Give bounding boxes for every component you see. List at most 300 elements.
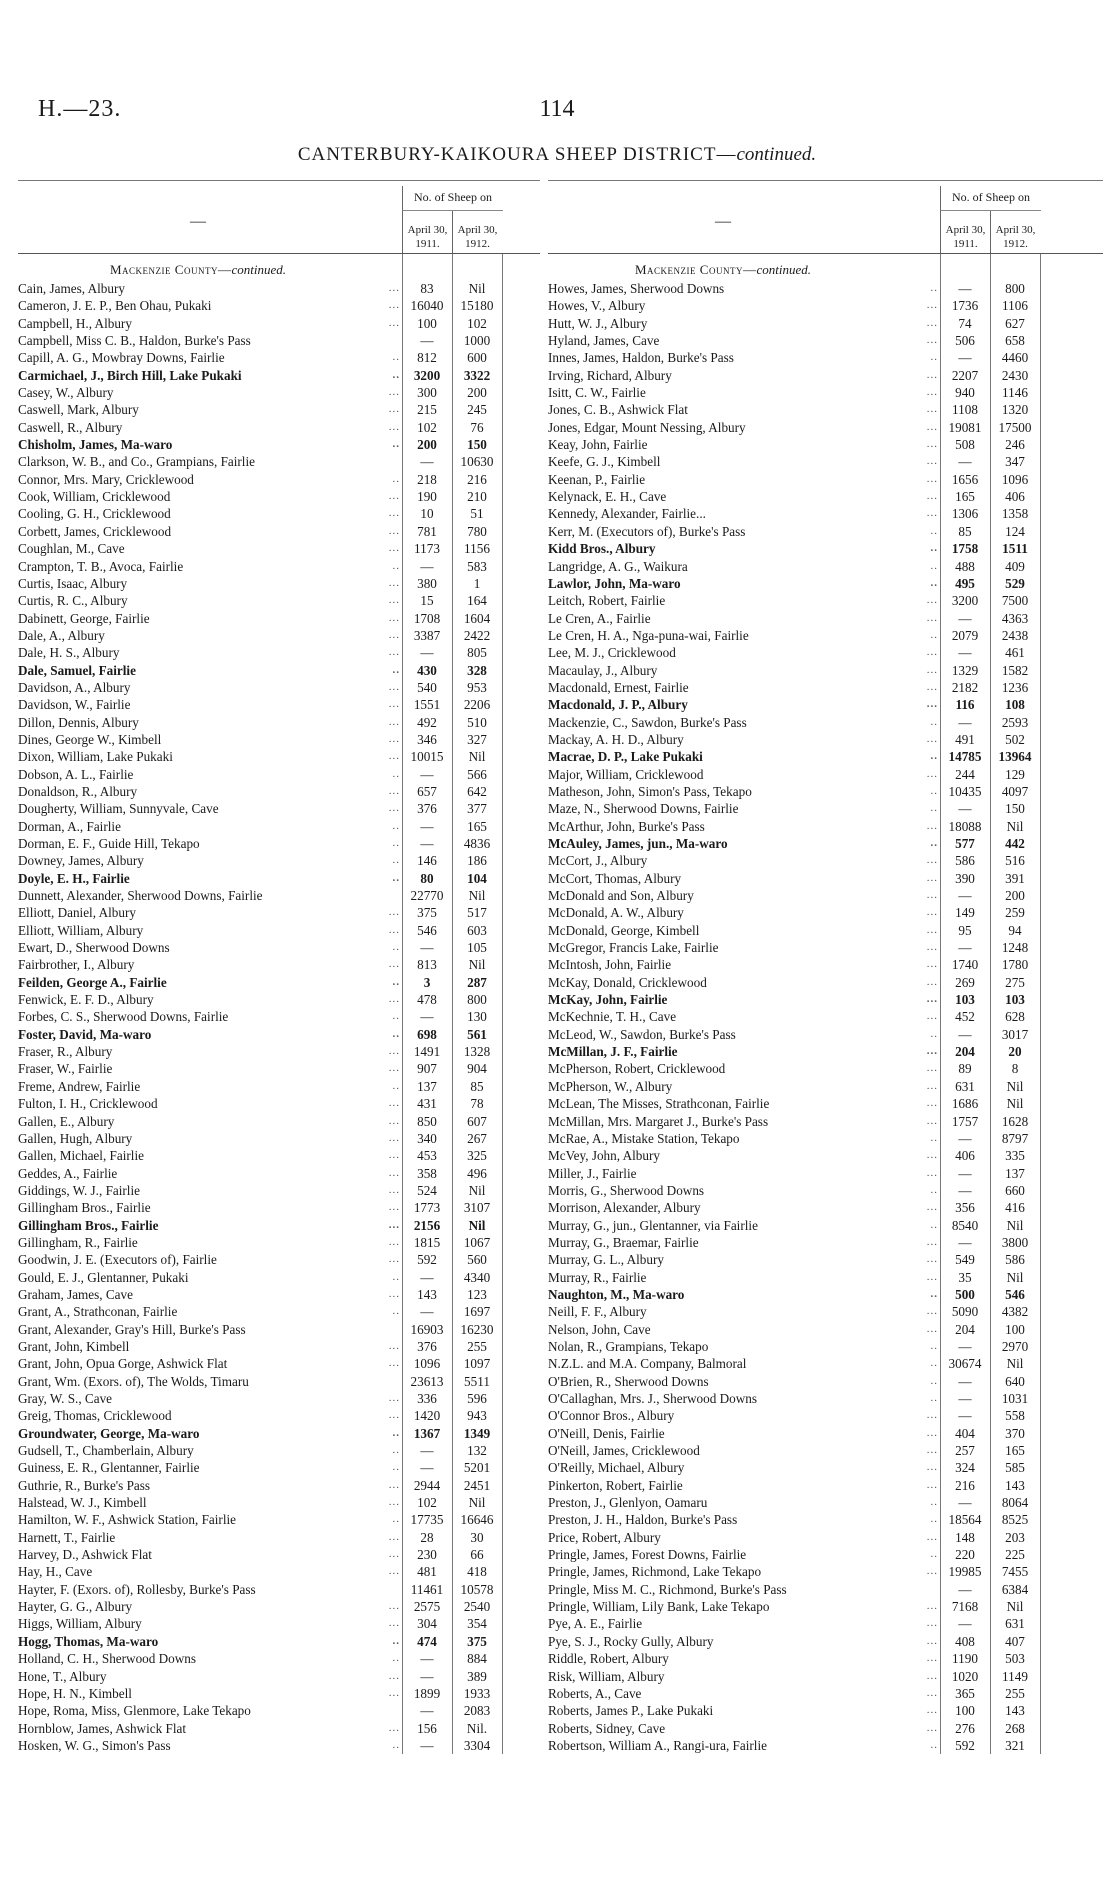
sheep-1912: 1248 [1001,940,1029,956]
owner-name: O'Brien, R., Sherwood Downs [548,1373,709,1389]
leader-dots: ... [926,299,938,312]
owner-name: McMillan, J. F., Fairlie [548,1044,678,1060]
table-row [548,1234,1103,1251]
table-row [18,1182,540,1199]
sheep-1911: 478 [417,992,437,1008]
owner-name: McKay, John, Fairlie [548,992,668,1008]
leader-dots: .. [930,750,938,763]
owner-name: Gillingham, R., Fairlie [18,1234,138,1250]
leader-dots: .. [930,628,938,641]
leader-dots: ... [926,1010,938,1023]
sheep-1912: 529 [1005,575,1025,591]
table-row [18,488,540,505]
sheep-1912: 267 [467,1130,487,1146]
leader-dots: ... [926,889,938,902]
owner-name: Macdonald, Ernest, Fairlie [548,679,689,695]
sheep-1911: 137 [417,1078,437,1094]
owner-name: Kennedy, Alexander, Fairlie... [548,506,706,522]
sheep-1912: 268 [1005,1720,1025,1736]
owner-name: Higgs, William, Albury [18,1616,142,1632]
leader-dots: .. [930,351,938,364]
table-row [548,1529,1103,1546]
table-row [548,1407,1103,1424]
leader-dots: .. [392,1444,400,1457]
sheep-1911: 577 [955,836,975,851]
sheep-1912: 5511 [464,1373,490,1389]
leader-dots [378,887,402,904]
table-row [18,1303,540,1320]
owner-name: Coughlan, M., Cave [18,541,125,557]
leader-dots: .. [392,767,400,780]
owner-name: Caswell, Mark, Albury [18,402,139,418]
sheep-1912: 943 [467,1408,487,1424]
leader-dots: .. [392,854,400,867]
table-row [548,748,1103,765]
leader-dots: ... [388,1183,400,1196]
leader-dots: .. [930,1374,938,1387]
owner-name: Dougherty, William, Sunnyvale, Cave [18,801,219,817]
sheep-1912: 1067 [463,1234,491,1250]
owner-name: Hope, H. N., Kimbell [18,1685,132,1701]
table-row [548,1581,1103,1598]
sheep-1912: 1149 [1002,1668,1028,1684]
sheep-1911: — [958,1130,972,1146]
sheep-1911: 1757 [951,1113,979,1129]
table-row [548,592,1103,609]
table-row [18,575,540,592]
sheep-1911: 430 [417,662,437,678]
leader-dots: .. [392,1270,400,1283]
table-row [548,679,1103,696]
table-row [18,783,540,800]
table-row [18,1633,540,1650]
owner-name: N.Z.L. and M.A. Company, Balmoral [548,1356,747,1372]
sheep-1911: 269 [955,974,975,990]
sheep-1912: 2206 [463,697,491,713]
leader-dots: ... [388,698,400,711]
sheep-1911: 1740 [951,957,979,973]
table-row [18,1026,540,1043]
owner-name: Pringle, James, Richmond, Lake Tekapo [548,1564,762,1580]
owner-name: Pringle, Miss M. C., Richmond, Burke's Pass [548,1581,787,1597]
sheep-1912: 8 [1011,1061,1019,1077]
header-1911-line2: 1911. [953,238,978,250]
leader-dots: ... [926,1617,938,1630]
header-dash: — [715,213,731,230]
table-row [548,1355,1103,1372]
table-row [18,696,540,713]
sheep-1912: 16230 [460,1321,494,1337]
table-row [548,1078,1103,1095]
sheep-1912: 108 [1005,697,1025,713]
sheep-1911: 257 [955,1443,975,1459]
table-row [548,540,1103,557]
sheep-1912: Nil [468,1217,486,1233]
sheep-1912: 259 [1005,905,1025,921]
sheep-1911: — [958,1234,972,1250]
owner-name: Preston, J. H., Haldon, Burke's Pass [548,1512,738,1528]
sheep-1911: 30674 [948,1356,982,1372]
leader-dots: ... [388,1201,400,1214]
sheep-1911: 18564 [948,1512,982,1528]
header-april-1912 [990,211,1040,253]
leader-dots: .. [930,524,938,537]
owner-name: Robertson, William A., Rangi-ura, Fairlie [548,1737,767,1753]
sheep-1911: 1190 [952,1651,978,1667]
table-row [548,1737,1103,1754]
table-row [18,1199,540,1216]
table-row [548,1563,1103,1580]
leader-dots: ... [388,1496,400,1509]
leader-dots: ... [926,1426,938,1439]
leader-dots: ... [388,958,400,971]
sheep-1911: 89 [958,1061,972,1077]
leader-dots: ... [388,1357,400,1370]
sheep-1911: 102 [417,1495,437,1511]
sheep-1912: 275 [1005,974,1025,990]
owner-name: Geddes, A., Fairlie [18,1165,118,1181]
sheep-1911: 586 [955,853,975,869]
table-row [548,1165,1103,1182]
header-dash: — [190,213,206,230]
leader-dots: .. [930,559,938,572]
sheep-1911: 7168 [951,1599,979,1615]
sheep-1912: 3017 [1001,1026,1029,1042]
leader-dots: ... [388,1218,400,1231]
leader-dots: .. [930,1218,938,1231]
sheep-1911: 2156 [413,1217,441,1233]
owner-name: McAuley, James, jun., Ma-waro [548,836,728,851]
sheep-1912: 210 [467,489,487,505]
page-number: 114 [539,96,575,122]
leader-dots: ... [388,1149,400,1162]
leader-dots: .. [930,715,938,728]
sheep-1911: 149 [955,905,975,921]
owner-name: McVey, John, Albury [548,1148,660,1164]
leader-dots: ... [388,750,400,763]
sheep-1911: — [958,1408,972,1424]
sheep-1911: 340 [417,1130,437,1146]
owner-name: Curtis, Isaac, Albury [18,575,128,591]
leader-dots: ... [388,299,400,312]
leader-dots [378,1321,402,1338]
owner-name: Fairbrother, I., Albury [18,957,135,973]
owner-name: Jones, Edgar, Mount Nessing, Albury [548,419,746,435]
table-row [548,367,1103,384]
sheep-1911: — [958,645,972,661]
sheep-1912: 603 [467,922,487,938]
leader-dots: .. [392,1426,400,1439]
table-row [18,610,540,627]
owner-name: Matheson, John, Simon's Pass, Tekapo [548,783,752,799]
leader-dots: ... [926,923,938,936]
sheep-1912: 7455 [1001,1564,1029,1580]
owner-name: Campbell, Miss C. B., Haldon, Burke's Pass [18,333,251,349]
sheep-1912: 143 [1005,1477,1025,1493]
sheep-1911: 116 [955,697,975,713]
sheep-1911: 698 [417,1026,437,1042]
sheep-1911: — [420,558,434,574]
owner-name: Langridge, A. G., Waikura [548,558,688,574]
table-row [18,627,540,644]
owner-name: Murray, G., Braemar, Fairlie [548,1234,699,1250]
sheep-1911: 488 [955,558,975,574]
table-row [18,1720,540,1737]
leader-dots: ... [388,542,400,555]
sheep-1911: 22770 [410,888,444,904]
sheep-1912: 502 [1005,731,1025,747]
sheep-1911: — [420,818,434,834]
sheep-1912: 586 [1005,1252,1025,1268]
sheep-1911: 940 [955,385,975,401]
table-row [548,818,1103,835]
table-row [18,280,540,297]
sheep-1911: 324 [955,1460,975,1476]
sheep-1912: 418 [467,1564,487,1580]
table-row [548,297,1103,314]
leader-dots: ... [926,698,938,711]
sheep-1912: 165 [1005,1443,1025,1459]
sheep-1912: 800 [467,992,487,1008]
sheep-1911: 3200 [413,367,441,383]
sheep-1912: 20 [1008,1044,1022,1060]
owner-name: Campbell, H., Albury [18,315,132,331]
leader-dots: ... [388,1097,400,1110]
owner-name: Carmichael, J., Birch Hill, Lake Pukaki [18,367,242,383]
owner-name: Downey, James, Albury [18,853,144,869]
sheep-1911: 19985 [948,1564,982,1580]
leader-dots: ... [926,767,938,780]
leader-dots [378,1581,402,1598]
table-row [548,280,1103,297]
owner-name: McCort, Thomas, Albury [548,870,682,886]
owner-name: Mackay, A. H. D., Albury [548,731,684,747]
sheep-1911: 35 [958,1269,972,1285]
header-sheep-on: No. of Sheep on [402,186,503,211]
owner-name: Nolan, R., Grampians, Tekapo [548,1338,709,1354]
table-row [548,575,1103,592]
owner-name: Ewart, D., Sherwood Downs [18,940,170,956]
sheep-1912: 10630 [460,454,494,470]
table-row [548,1373,1103,1390]
owner-name: Harnett, T., Fairlie [18,1529,116,1545]
table-row [18,1685,540,1702]
sheep-1912: 2540 [463,1599,491,1615]
sheep-1912: 335 [1005,1148,1025,1164]
leader-dots: ... [388,1617,400,1630]
table-header [548,180,1103,254]
sheep-1912: 13964 [998,749,1032,765]
table-row [18,1494,540,1511]
sheep-1912: 1328 [463,1044,491,1060]
sheep-1911: 16903 [410,1321,444,1337]
owner-name: McDonald and Son, Albury [548,888,694,904]
sheep-1911: 336 [417,1391,437,1406]
sheep-1911: 14785 [948,749,982,765]
leader-dots: .. [392,941,400,954]
sheep-1911: 220 [955,1547,975,1563]
sheep-1912: 5201 [463,1460,491,1476]
sheep-1912: 560 [467,1252,487,1268]
owner-name: Casey, W., Albury [18,385,114,401]
sheep-1912: 631 [1005,1616,1025,1632]
owner-name: McRae, A., Mistake Station, Tekapo [548,1130,740,1146]
column-rule [1040,254,1041,1754]
leader-dots: ... [926,1704,938,1717]
owner-name: Hutt, W. J., Albury [548,315,648,331]
sheep-1912: 496 [467,1165,487,1181]
table-row [548,1650,1103,1667]
leader-dots: ... [388,1548,400,1561]
sheep-1912: 627 [1005,315,1025,331]
sheep-1912: 628 [1005,1009,1025,1025]
table-row [18,991,540,1008]
table-row [548,662,1103,679]
leader-dots: ... [926,1235,938,1248]
table-row [18,471,540,488]
leader-dots: .. [930,1183,938,1196]
section-label: Mackenzie County— [635,262,757,277]
leader-dots: ... [926,1270,938,1283]
sheep-1912: 124 [1005,523,1025,539]
table-row [548,904,1103,921]
leader-dots: .. [392,837,400,849]
table-row [18,1459,540,1476]
table-row [548,1511,1103,1528]
table-row [18,1095,540,1112]
table-row [548,1269,1103,1286]
leader-dots: .. [930,1287,938,1300]
sheep-1912: 16646 [460,1512,494,1528]
owner-name: Gallen, E., Albury [18,1113,115,1129]
table-row [18,1165,540,1182]
sheep-1911: 406 [955,1148,975,1164]
owner-name: Feilden, George A., Fairlie [18,974,167,990]
leader-dots: ... [388,993,400,1006]
sheep-1912: 2451 [463,1477,491,1493]
owner-name: Dale, A., Albury [18,627,105,643]
table-row [18,766,540,783]
sheep-1911: — [420,1269,434,1285]
leader-dots: ... [926,1097,938,1110]
sheep-1911: 15 [420,593,434,609]
table-row [548,1043,1103,1060]
owner-name: Doyle, E. H., Fairlie [18,870,130,886]
leader-dots: .. [392,1010,400,1023]
leader-dots: ... [388,507,400,520]
sheep-1912: 658 [1005,333,1025,349]
column-rule [940,254,941,1754]
owner-name: Kidd Bros., Albury [548,541,656,557]
table-row [548,766,1103,783]
header-sheep-on: No. of Sheep on [940,186,1041,211]
sheep-1912: 1031 [1001,1391,1029,1406]
sheep-1911: 3200 [951,593,979,609]
owner-name: Pringle, William, Lily Bank, Lake Tekapo [548,1599,770,1615]
table-row [18,731,540,748]
sheep-1911: 1656 [951,471,979,487]
owner-name: Miller, J., Fairlie [548,1165,637,1181]
owner-name: Dunnett, Alexander, Sherwood Downs, Fairlie [18,888,263,904]
leader-dots: ... [388,1253,400,1266]
leader-dots: ... [926,680,938,693]
table-row [18,922,540,939]
sheep-1912: Nil [468,888,486,904]
leader-dots: ... [388,490,400,503]
leader-dots: ... [926,490,938,503]
sheep-1911: 102 [417,419,437,435]
leader-dots: ... [926,1478,938,1491]
owner-name: Chisholm, James, Ma-waro [18,437,173,453]
leader-dots: ... [926,993,938,1006]
owner-name: Giddings, W. J., Fairlie [18,1182,140,1198]
sheep-1912: 143 [1005,1703,1025,1719]
leader-dots: ... [388,1131,400,1144]
sheep-1912: 409 [1005,558,1025,574]
leader-dots: ... [926,1114,938,1127]
owner-name: Roberts, A., Cave [548,1685,642,1701]
leader-dots: ... [926,386,938,399]
sheep-1912: 132 [467,1443,487,1459]
table-row [18,401,540,418]
sheep-1911: 1306 [951,506,979,522]
owner-name: Hayter, F. (Exors. of), Rollesby, Burke's Pass [18,1581,256,1597]
table-row [18,453,540,470]
sheep-1912: 100 [1005,1321,1025,1337]
leader-dots: ... [926,941,938,954]
table-row [548,471,1103,488]
leader-dots: ... [926,1600,938,1613]
leader-dots: ... [388,680,400,693]
table-row [18,1477,540,1494]
owner-name: Dixon, William, Lake Pukaki [18,749,173,765]
owner-name: Forbes, C. S., Sherwood Downs, Fairlie [18,1009,229,1025]
table-row [18,835,540,852]
header-1911-line1: April 30, [407,224,448,236]
table-row [548,401,1103,418]
sheep-1911: 390 [955,870,975,886]
sheep-1911: 1773 [413,1200,441,1216]
sheep-1911: 28 [420,1529,434,1545]
table-row [18,852,540,869]
sheep-1912: Nil [1006,818,1024,834]
leader-dots: ... [926,1669,938,1682]
owner-name: McIntosh, John, Fairlie [548,957,672,973]
sheep-1911: 1708 [413,610,441,626]
sheep-1911: 506 [955,333,975,349]
table-row [18,1581,540,1598]
leader-dots: ... [926,663,938,676]
leader-dots: ... [926,611,938,624]
leader-dots: .. [930,802,938,815]
sheep-1912: 546 [1005,1286,1025,1302]
table-row [548,1286,1103,1303]
owner-name: Freme, Andrew, Fairlie [18,1078,141,1094]
leader-dots: ... [926,871,938,884]
sheep-1912: 216 [467,471,487,487]
owner-name: Hogg, Thomas, Ma-waro [18,1633,159,1649]
sheep-1911: — [958,940,972,956]
sheep-1912: 6384 [1001,1581,1029,1597]
table-row [18,1147,540,1164]
table-row [18,818,540,835]
leader-dots: ... [926,1322,938,1335]
leader-dots: ... [926,1201,938,1214]
table-row [548,558,1103,575]
owner-name: McPherson, W., Albury [548,1078,673,1094]
sheep-1912: 1146 [1002,385,1028,401]
header-1912-line1: April 30, [457,224,498,236]
